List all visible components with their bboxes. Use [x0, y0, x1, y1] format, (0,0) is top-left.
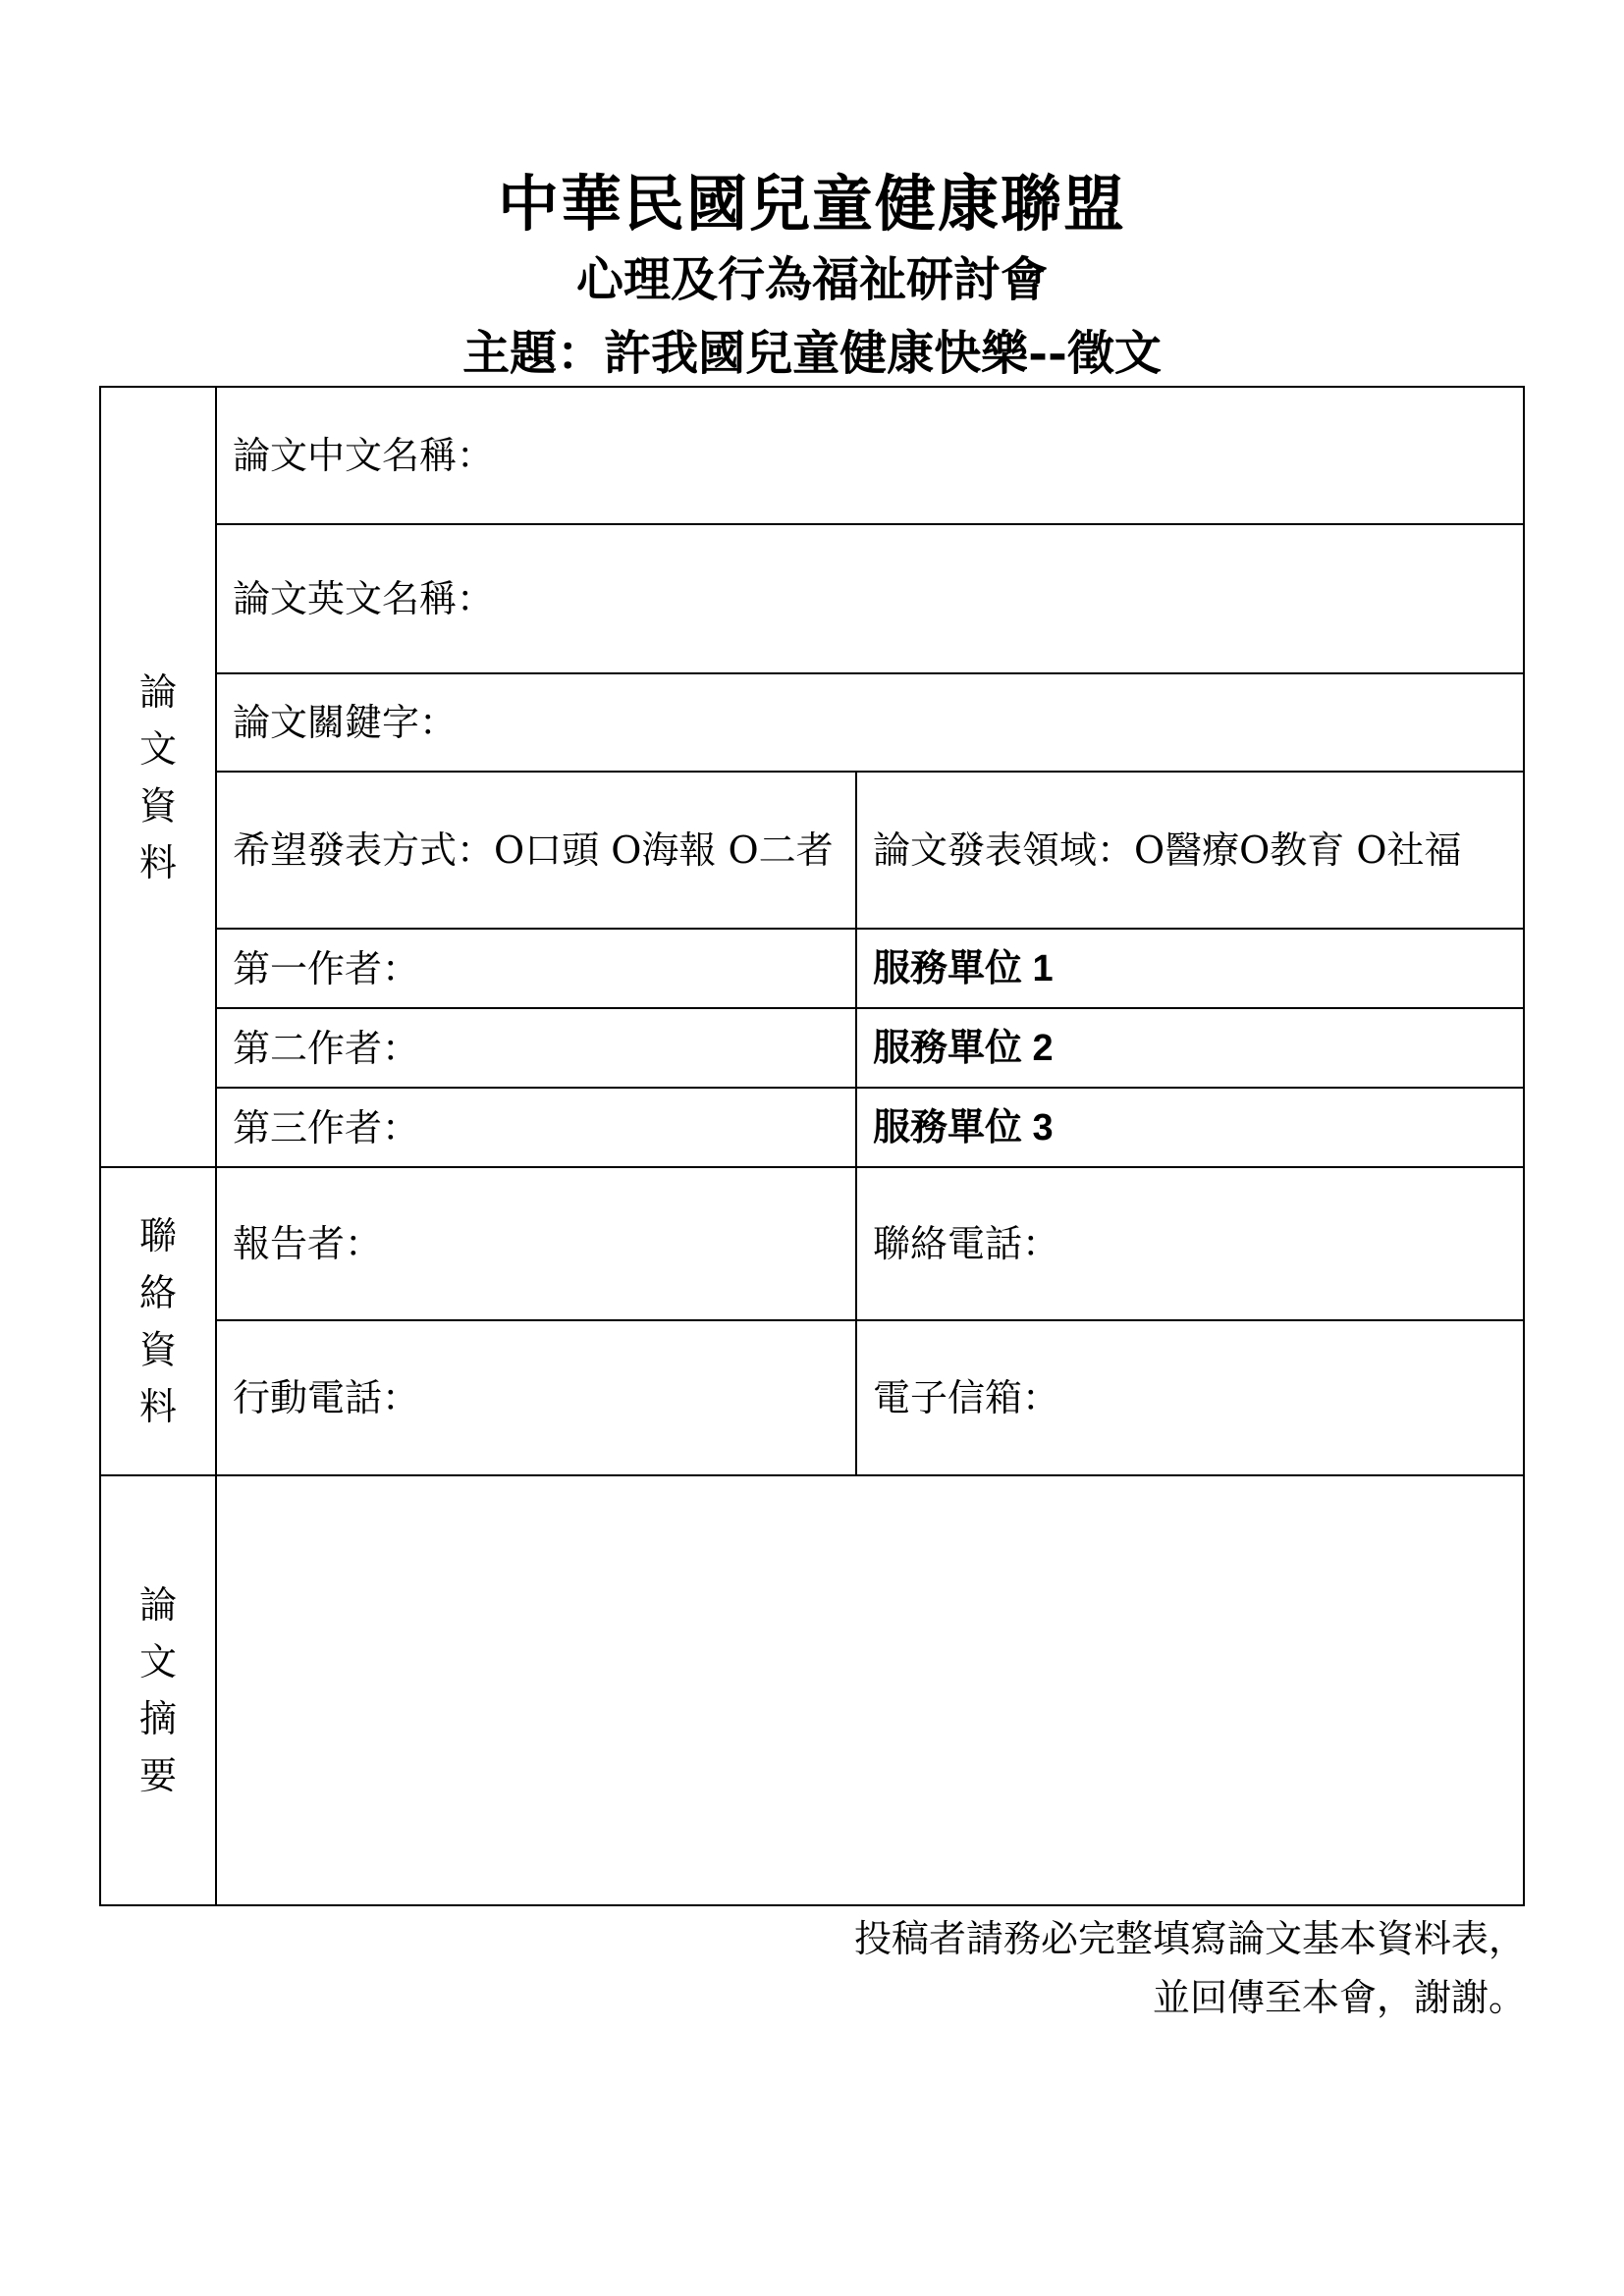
- paper-info-label-cell: [100, 387, 216, 1167]
- keywords-field[interactable]: [216, 673, 1524, 772]
- unit3-field[interactable]: [856, 1088, 1524, 1167]
- author2-field[interactable]: [216, 1008, 856, 1088]
- unit2-field[interactable]: [856, 1008, 1524, 1088]
- title-en-label: 論文英文名稱：: [233, 577, 495, 620]
- paper-info-label: 論文資料: [138, 669, 177, 884]
- unit3-label: 服務單位 3: [873, 1107, 1054, 1148]
- author2-label: 第二作者：: [233, 1026, 420, 1070]
- mobile-field[interactable]: [216, 1320, 856, 1475]
- presentation-field-label: 論文發表領域：O醫療O教育 O社福: [873, 828, 1462, 872]
- submission-form-table: [99, 386, 1525, 1906]
- page-title: 中華民國兒童健康聯盟: [497, 168, 1126, 240]
- email-field[interactable]: [856, 1320, 1524, 1475]
- unit1-label: 服務單位 1: [873, 948, 1054, 989]
- abstract-label-cell: [100, 1475, 216, 1905]
- keywords-label: 論文關鍵字：: [233, 701, 458, 744]
- presentation-field-field[interactable]: [856, 772, 1524, 929]
- presentation-format-label: 希望發表方式：O口頭 O海報 O二者: [233, 828, 834, 872]
- page-subtitle: 心理及行為福祉研討會: [575, 252, 1048, 307]
- page-theme: 主題：許我國兒童健康快樂--徵文: [462, 326, 1162, 381]
- email-label: 電子信箱：: [873, 1376, 1060, 1419]
- author1-label: 第一作者：: [233, 946, 420, 990]
- phone-field[interactable]: [856, 1167, 1524, 1320]
- unit1-field[interactable]: [856, 929, 1524, 1008]
- footer-note-line1: 投稿者請務必完整填寫論文基本資料表，: [853, 1917, 1526, 1960]
- title-en-field[interactable]: [216, 524, 1524, 673]
- mobile-label: 行動電話：: [233, 1376, 420, 1419]
- title-zh-label: 論文中文名稱：: [233, 434, 495, 477]
- title-zh-field[interactable]: [216, 387, 1524, 524]
- phone-label: 聯絡電話：: [873, 1222, 1060, 1265]
- author1-field[interactable]: [216, 929, 856, 1008]
- reporter-field[interactable]: [216, 1167, 856, 1320]
- contact-info-label-cell: [100, 1167, 216, 1475]
- author3-label: 第三作者：: [233, 1105, 420, 1149]
- author3-field[interactable]: [216, 1088, 856, 1167]
- unit2-label: 服務單位 2: [873, 1028, 1054, 1069]
- reporter-label: 報告者：: [233, 1222, 383, 1265]
- abstract-field[interactable]: [216, 1475, 1524, 1905]
- presentation-format-field[interactable]: [216, 772, 856, 929]
- abstract-label: 論文摘要: [138, 1583, 177, 1797]
- footer-note-line2: 並回傳至本會，謝謝。: [1152, 1976, 1526, 2019]
- contact-info-label: 聯絡資料: [138, 1214, 177, 1428]
